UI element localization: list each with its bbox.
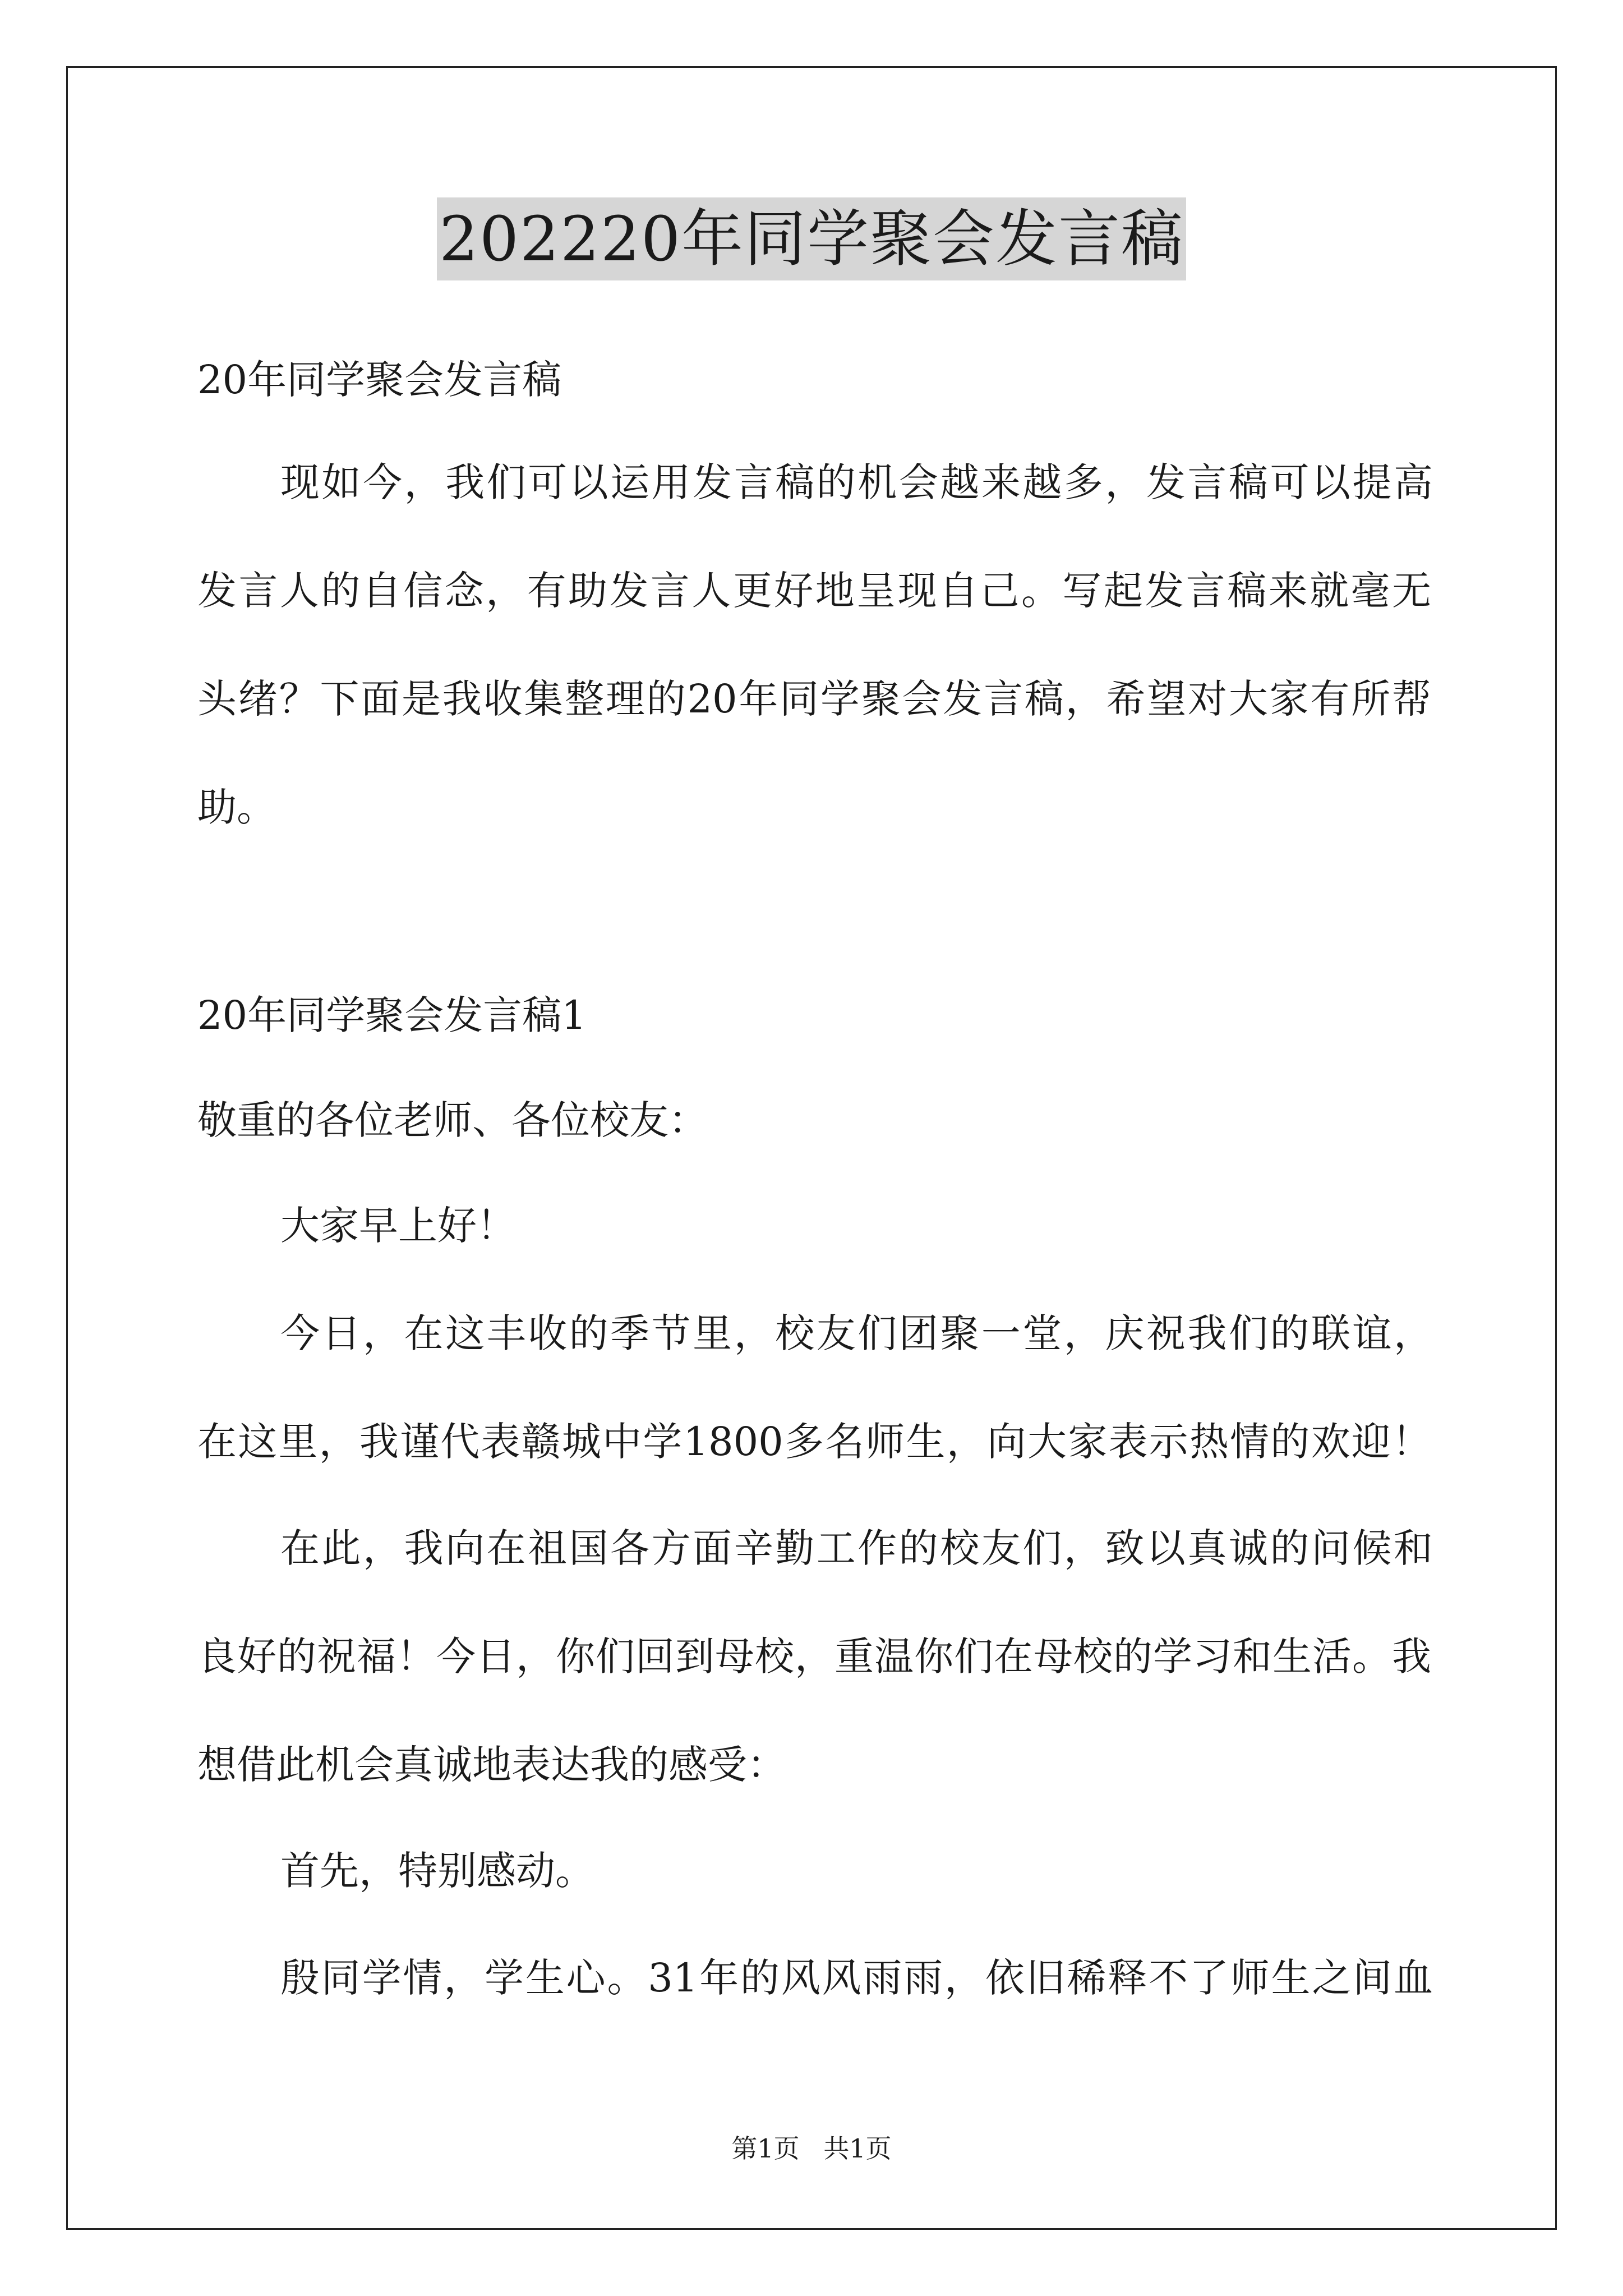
- body-line: 在这里，我谨代表赣城中学1800多名师生，向大家表示热情的欢迎！: [197, 1419, 1431, 1465]
- intro-line: 发言人的自信念，有助发言人更好地呈现自己。写起发言稿来就毫无: [197, 568, 1431, 614]
- salutation: 敬重的各位老师、各位校友：: [197, 1097, 708, 1143]
- body-line: 在此，我向在祖国各方面辛勤工作的校友们，致以真诚的问候和: [280, 1525, 1433, 1571]
- greeting: 大家早上好！: [280, 1203, 516, 1249]
- page-number: 第1页: [731, 2133, 800, 2164]
- subtitle: 20年同学聚会发言稿: [197, 357, 562, 403]
- title-container: [0, 197, 1623, 280]
- page-total: 共1页: [823, 2133, 892, 2164]
- body-line: 良好的祝福！今日，你们回到母校，重温你们在母校的学习和生活。我: [197, 1634, 1431, 1680]
- body-line: 今日，在这丰收的季节里，校友们团聚一堂，庆祝我们的联谊，: [280, 1310, 1433, 1356]
- intro-line: 助。: [197, 784, 276, 830]
- body-line: 首先，特别感动。: [280, 1848, 594, 1894]
- section-heading: 20年同学聚会发言稿1: [197, 992, 587, 1038]
- intro-line: 头绪？下面是我收集整理的20年同学聚会发言稿，希望对大家有所帮: [197, 676, 1431, 722]
- body-line: 想借此机会真诚地表达我的感受：: [197, 1742, 786, 1788]
- intro-line: 现如今，我们可以运用发言稿的机会越来越多，发言稿可以提高: [280, 459, 1433, 505]
- document-title: 202220年同学聚会发言稿: [437, 197, 1186, 280]
- body-line: 殷同学情，学生心。31年的风风雨雨，依旧稀释不了师生之间血: [280, 1955, 1433, 2001]
- page-footer: [0, 2132, 1623, 2165]
